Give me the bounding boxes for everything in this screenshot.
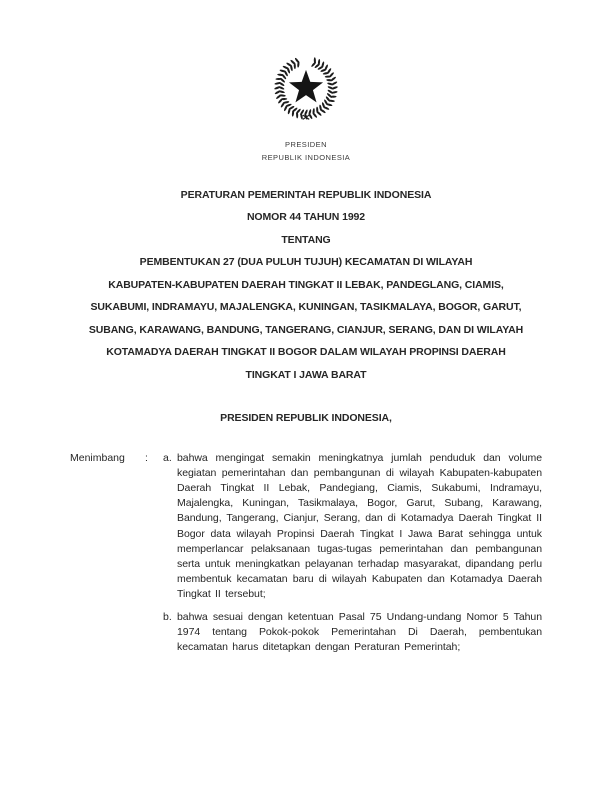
menimbang-colon: : xyxy=(145,451,148,464)
item-text: bahwa mengingat semakin meningkatnya jumlah penduduk dan volume kegiatan pemerintahan dan pembangunan di wilayah Kabupaten-kabupaten Daerah Tingkat II Lebak, Pandegiang, Ciamis, Sukabumi, Indramayu, Majalengka, Kuningan, Tasikmalaya, Bogor, Garut, Subang, Karawang, Bandung, Tangerang, Cianjur, Serang, dan di Kotamadya Daerah Tingkat II Bogor data wilayah Propinsi Daerah Tingkat I Jawa Barat sehingga untuk memperlancar pelaksanaan tugas-tugas pemerintahan dan pembangunan serta untuk meningkatkan pelayanan terhadap masyarakat, dipandang perlu membentuk kecamatan baru di wilayah Kabupaten dan Kotamadya Daerah Tingkat II tersebut; xyxy=(177,451,542,601)
menimbang-label: Menimbang xyxy=(70,451,125,464)
title-block xyxy=(0,184,612,430)
salutation: PRESIDEN REPUBLIK INDONESIA, xyxy=(220,412,392,424)
doc-type-title: PERATURAN PEMERINTAH REPUBLIK INDONESIA xyxy=(180,188,432,201)
letterhead-republik: REPUBLIK INDONESIA xyxy=(261,152,351,162)
presidential-emblem xyxy=(263,50,349,130)
considering-item-a xyxy=(163,451,542,603)
subject-line: PEMBENTUKAN 27 (DUA PULUH TUJUH) KECAMATAN DI WILAYAH xyxy=(139,256,473,268)
considering-item-b xyxy=(163,610,542,656)
doc-subject xyxy=(0,251,612,386)
subject-line: SUKABUMI, INDRAMAYU, MAJALENGKA, KUNINGAN, TASIKMALAYA, BOGOR, GARUT, xyxy=(90,301,522,313)
subject-line: KOTAMADYA DAERAH TINGKAT II BOGOR DALAM WILAYAH PROPINSI DAERAH xyxy=(106,346,506,358)
item-marker: b. xyxy=(163,610,172,623)
item-marker: a. xyxy=(163,451,172,464)
letterhead-presiden: PRESIDEN xyxy=(285,140,327,149)
letterhead xyxy=(0,0,612,162)
item-text: bahwa sesuai dengan ketentuan Pasal 75 Undang-undang Nomor 5 Tahun 1974 tentang Pokok-pokok Pemerintahan Di Daerah, pembentukan kecamatan harus ditetapkan dengan Peraturan Pemerintah; xyxy=(177,610,542,653)
doc-number: NOMOR 44 TAHUN 1992 xyxy=(246,211,366,223)
tentang-label: TENTANG xyxy=(281,233,331,246)
subject-line: TINGKAT I JAWA BARAT xyxy=(245,368,367,381)
considering-items xyxy=(163,451,542,663)
considering-section xyxy=(0,451,612,663)
subject-line: SUBANG, KARAWANG, BANDUNG, TANGERANG, CIANJUR, SERANG, DAN DI WILAYAH xyxy=(88,323,524,336)
star-icon xyxy=(289,70,323,102)
subject-line: KABUPATEN-KABUPATEN DAERAH TINGKAT II LEBAK, PANDEGLANG, CIAMIS, xyxy=(108,278,504,291)
